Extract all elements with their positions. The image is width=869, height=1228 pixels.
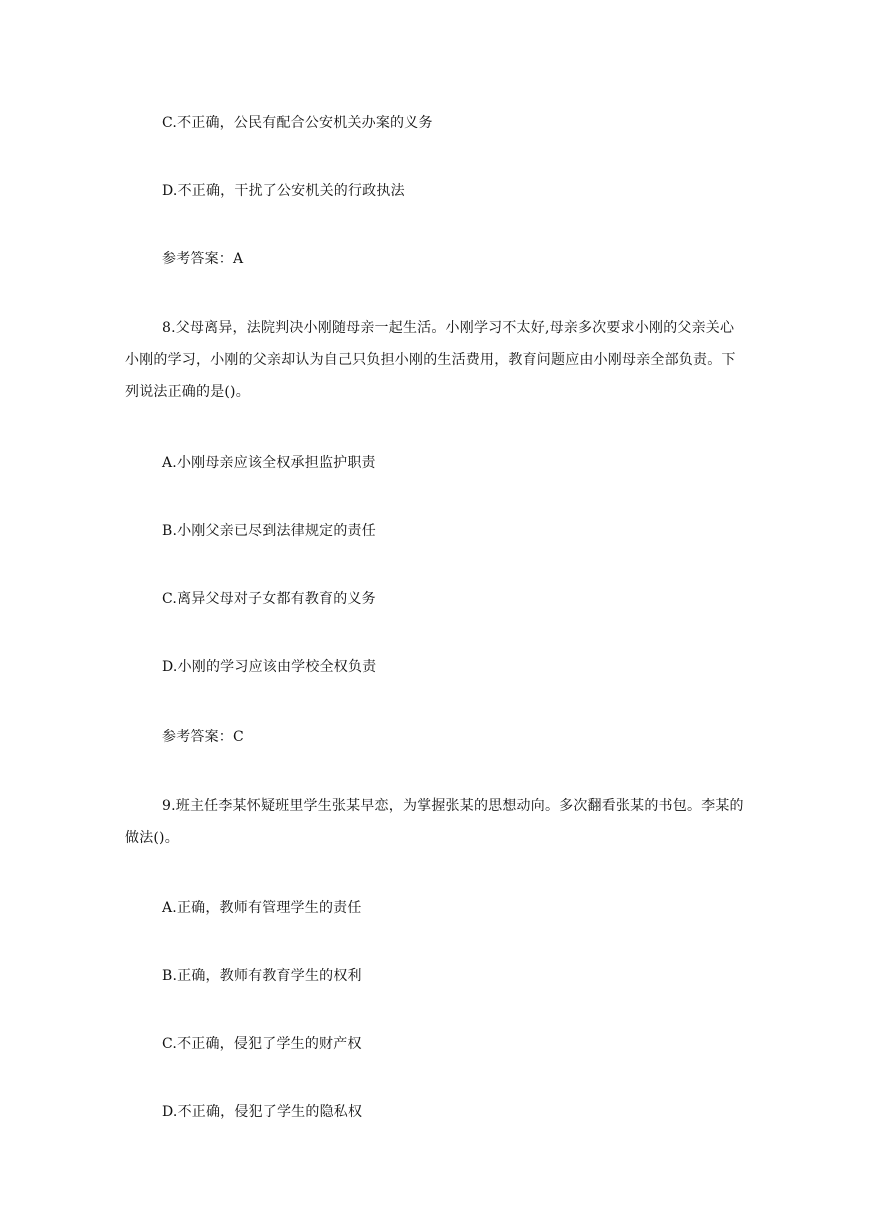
q9-option-c: C.不正确，侵犯了学生的财产权 — [162, 1036, 362, 1052]
q8-option-c: C.离异父母对子女都有教育的义务 — [162, 591, 376, 607]
q9-stem: 9.班主任李某怀疑班里学生张某早恋，为掌握张某的思想动向。多次翻看张某的书包。李某的做法()。 — [125, 798, 744, 846]
q8-option-a: A.小刚母亲应该全权承担监护职责 — [162, 455, 376, 471]
q8-option-d: D.小刚的学习应该由学校全权负责 — [162, 659, 377, 675]
q9-option-b: B.正确，教师有教育学生的权利 — [162, 968, 362, 984]
q9-option-d: D.不正确，侵犯了学生的隐私权 — [162, 1104, 363, 1120]
prev-option-c: C.不正确，公民有配合公安机关办案的义务 — [162, 115, 433, 131]
q8-option-b: B.小刚父亲已尽到法律规定的责任 — [162, 523, 376, 539]
prev-option-d: D.不正确，干扰了公安机关的行政执法 — [162, 183, 405, 199]
q8-stem: 8.父母离异，法院判决小刚随母亲一起生活。小刚学习不太好,母亲多次要求小刚的父亲关心小刚的学习，小刚的父亲却认为自己只负担小刚的生活费用，教育问题应由小刚母亲全部负责。下列说法正确的是()。 — [125, 320, 736, 400]
prev-answer: 参考答案：A — [162, 251, 244, 267]
q8-answer: 参考答案：C — [162, 729, 244, 745]
q9-option-a: A.正确，教师有管理学生的责任 — [162, 900, 362, 916]
